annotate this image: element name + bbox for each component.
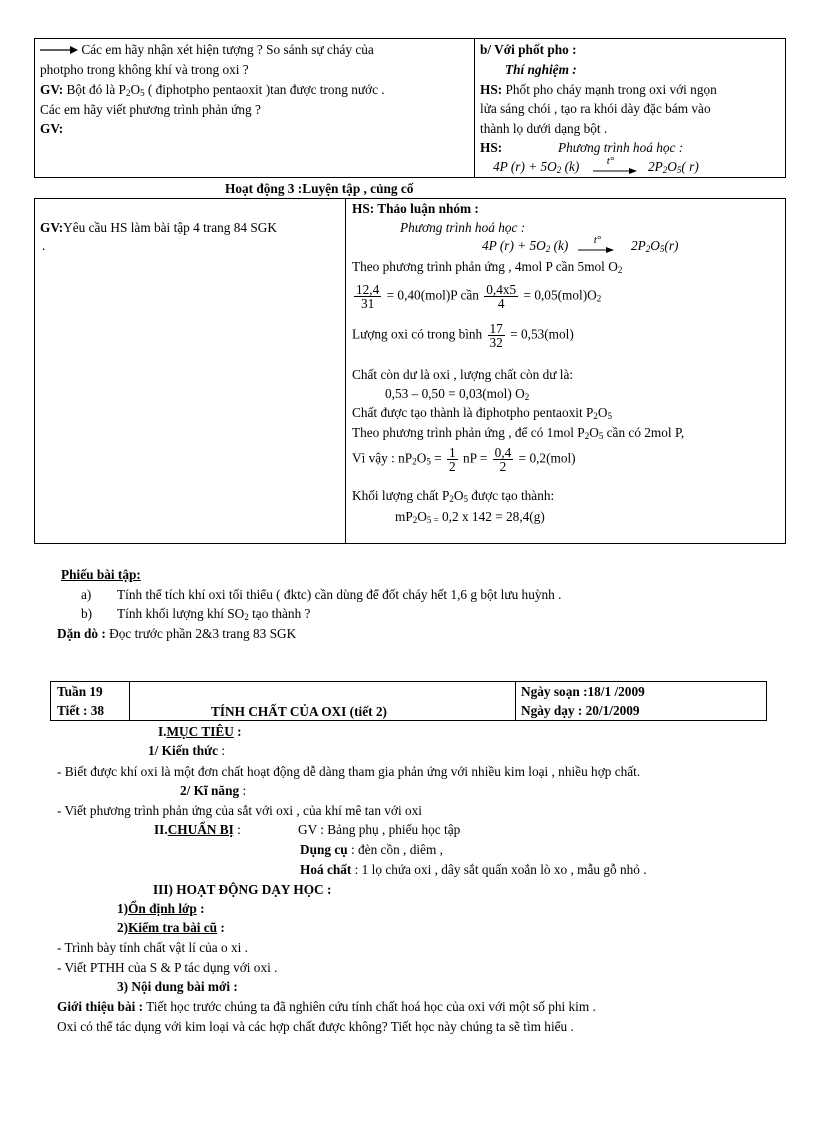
t1-left-line3: GV: Bột đó là $P_2O_5$ ( điphotpho pentaoxit )tan được trong nước .: [40, 82, 385, 98]
t1-left-line4: Các em hãy viết phương trình phản ứng ?: [40, 102, 261, 117]
t2-oxygen-amount: Lượng oxi có trong bình $\frac{17}{32}$ = 0,53(mol): [352, 321, 574, 350]
worksheet-a-label: a): [81, 587, 92, 602]
t2-title: HS: Thảo luận nhóm :: [352, 201, 479, 216]
worksheet-title: Phiếu bài tập:: [61, 567, 141, 582]
class-stabilize: 1)Ổn định lớp :: [117, 901, 205, 916]
reaction-arrow-icon: t°: [576, 240, 616, 254]
activity3-heading: Hoạt động 3 :Luyện tập , củng cố: [225, 181, 414, 196]
preparation-teacher: GV : Bảng phụ , phiếu học tập: [298, 822, 461, 837]
t2-line3: Theo phương trình phản ứng , 4mol P cần 5mol $O_2$: [352, 259, 623, 275]
t2-line12: $mP_2O_{5 =}$ 0,2 x 142 = 28,4(g): [395, 509, 545, 525]
skills-heading: 2/ Kĩ năng :: [180, 783, 247, 798]
knowledge-heading: 1/ Kiến thức :: [148, 743, 226, 758]
t2-equation: 4P $(r) + 5O_2$ (k) t° $2P_2O_5(r)$: [482, 233, 679, 254]
t2-line6: Chất còn dư là oxi , lượng chất còn dư là:: [352, 367, 574, 382]
t2-calc-moles: $\frac{12,4}{31}$ = 0,40(mol)P cần $\frac{0,4x5}{4}$ = $0,05(mol)O_2$: [356, 282, 602, 311]
homework: Dặn dò : Đọc trước phần 2&3 trang 83 SGK: [57, 626, 297, 641]
t1-left-gv: GV:: [40, 121, 64, 136]
t1-right-hs2: HS:: [480, 140, 503, 155]
t1-left-line2: photpho trong không khí và trong oxi ?: [40, 62, 249, 77]
prep-date: Ngày soạn :18/1 /2009: [521, 684, 645, 699]
t1-right-thinghiem: Thí nghiệm :: [505, 62, 577, 77]
t2-line11: Khối lượng chất $P_2O_5$ được tạo thành:: [352, 488, 555, 504]
teach-date: Ngày dạy : 20/1/2009: [521, 703, 640, 718]
old-lesson-check: 2)Kiểm tra bài cũ :: [117, 920, 225, 935]
t2-line7: 0,53 – 0,50 = 0,03(mol) $O_2$: [385, 386, 530, 402]
worksheet-a: Tính thể tích khí oxi tối thiểu ( đktc) cần dùng để đốt cháy hết 1,6 g bột lưu huỳnh .: [117, 587, 562, 602]
preparation-heading: II.CHUẨN BỊ :: [154, 822, 241, 837]
t2-line8: Chất được tạo thành là điphotpho pentaoxit $P_2O_5$: [352, 405, 612, 421]
t2-left-task: GV:Yêu cầu HS làm bài tập 4 trang 84 SGK: [40, 220, 277, 235]
worksheet-b: Tính khối lượng khí $SO_2$ tạo thành ?: [117, 606, 311, 622]
objectives-heading: I.MỤC TIÊU :: [158, 724, 242, 739]
t1-right-pthh: Phương trình hoá học :: [558, 140, 684, 155]
check-item-2: - Viết PTHH của S & P tác dụng với oxi .: [57, 960, 278, 975]
arrow-right-icon: [40, 43, 78, 59]
check-item-1: - Trình bày tính chất vật lí của o xi .: [57, 940, 248, 955]
skills-text: - Viết phương trình phản ứng của sắt với oxi , của khí mê tan với oxi: [57, 803, 422, 818]
t1-right-title: b/ Với phốt pho :: [480, 42, 577, 57]
t2-pthh: Phương trình hoá học :: [400, 220, 526, 235]
reaction-arrow-icon: t°: [587, 161, 639, 175]
activities-heading: III) HOẠT ĐỘNG DẠY HỌC :: [153, 882, 332, 897]
introduction: Giới thiệu bài : Tiết học trước chúng ta đã nghiên cứu tính chất hoá học của oxi với một số phi kim .: [57, 999, 596, 1014]
t1-right-hs1c: thành lọ dưới dạng bột .: [480, 121, 608, 136]
chemicals: Hoá chất : 1 lọ chứa oxi , dây sắt quấn xoắn lò xo , mẫu gỗ nhỏ .: [300, 862, 647, 877]
knowledge-text: - Biết được khí oxi là một đơn chất hoạt động dễ dàng tham gia phản ứng với nhiều kim loại , nhiều hợp chất.: [57, 764, 641, 779]
lesson-title: TÍNH CHẤT CỦA OXI (tiết 2): [211, 704, 387, 719]
equipment: Dụng cụ : đèn cồn , diêm ,: [300, 842, 443, 857]
t1-right-hs1b: lửa sáng chói , tạo ra khói dày đặc bám vào: [480, 101, 711, 116]
t2-left-dot: .: [42, 238, 46, 253]
week-label: Tuần 19: [57, 684, 103, 699]
new-content-heading: 3) Nội dung bài mới :: [117, 979, 238, 994]
period-label: Tiết : 38: [57, 703, 105, 718]
t1-left-line1: Các em hãy nhận xét hiện tượng ? So sánh sự cháy của: [40, 42, 374, 59]
worksheet-b-label: b): [81, 606, 93, 621]
t2-line9: Theo phương trình phản ứng , để có 1mol $P_2O_5$ cần có 2mol P,: [352, 425, 685, 441]
t2-line10: Vì vậy : $nP_2O_5$ = $\frac{1}{2}$ nP = $\frac{0,4}{2}$ = 0,2(mol): [352, 445, 576, 474]
t1-right-equation: 4P $(r) + 5O_2$ (k) t° $2P_2O_5$( r): [493, 154, 699, 175]
t1-right-hs1: HS: Phốt pho cháy mạnh trong oxi với ngọn: [480, 82, 717, 97]
introduction-2: Oxi có thể tác dụng với kim loại và các hợp chất được không? Tiết học này chúng ta sẽ tìm hiểu .: [57, 1019, 574, 1034]
